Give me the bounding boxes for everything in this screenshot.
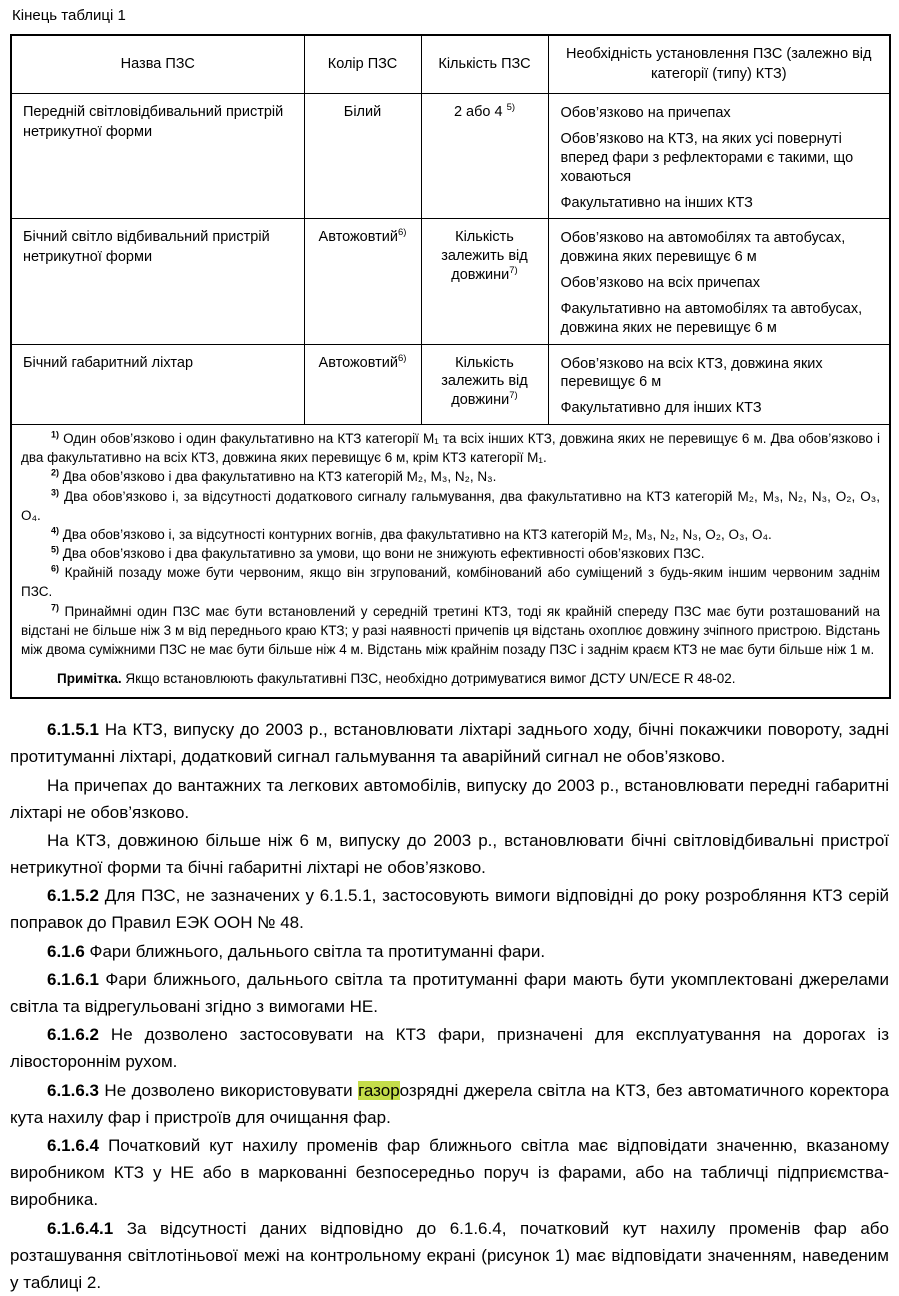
cell-name: Передній світловідбивальний пристрій нетрикутної форми: [11, 94, 304, 219]
footnote-marker: 1): [51, 430, 59, 440]
pzs-requirements-table: [10, 34, 891, 699]
footnote-marker: 2): [51, 468, 59, 478]
footnote: [21, 525, 880, 544]
clause-text: Фари ближнього, дальнього світла та протитуманні фари.: [85, 942, 545, 961]
clause-text: Фари ближнього, дальнього світла та протитуманні фари мають бути укомплектовані джерелами світла та відрегульовані згідно з вимогами НЕ.: [10, 970, 889, 1016]
requirement-item: Факультативно для інших КТЗ: [561, 399, 882, 418]
requirement-item: Факультативно на автомобілях та автобусах, довжина яких не перевищує 6 м: [561, 300, 882, 338]
clause-text: На КТЗ, випуску до 2003 р., встановлювати ліхтарі заднього ходу, бічні покажчики повороту, задні протитуманні ліхтарі, додатковий сигнал гальмування та аварійний сигнал не обов’язково.: [10, 720, 889, 766]
footnote-text: Крайній позаду може бути червоним, якщо він згрупований, комбінований або суміщений з будь-яким іншим червоним заднім ПЗС.: [21, 565, 880, 599]
footnote: [21, 544, 880, 563]
footnote-text: Один обов’язково і один факультативно на КТЗ категорії M₁ та всіх інших КТЗ, довжина яких не перевищує 6 м. Два обов’язково і два факультативно на всіх КТЗ, довжина яких перевищує 6 м, крім КТЗ категорії M₁.: [21, 431, 880, 465]
col-header-necessity: Необхідність установлення ПЗС (залежно від категорії (типу) КТЗ): [548, 35, 890, 94]
footnote: [21, 563, 880, 601]
footnote-marker: 3): [51, 487, 59, 497]
footnote: [21, 487, 880, 525]
requirement-item: Факультативно на інших КТЗ: [561, 194, 882, 213]
footnote: [21, 467, 880, 486]
cell-color: [304, 219, 421, 344]
clause-number: 6.1.5.1: [47, 720, 99, 739]
footnote: [21, 602, 880, 659]
footnote-text: Два обов’язково і, за відсутності контурних вогнів, два факультативно на КТЗ категорій M₂, M₃, N₂, N₃, O₂, O₃, O₄.: [59, 527, 772, 542]
cell-name: Бічний габаритний ліхтар: [11, 344, 304, 425]
footnote-text: Два обов’язково і, за відсутності додаткового сигналу гальмування, два факультативно на КТЗ категорій M₂, M₃, N₂, N₃, O₂, O₃, O₄.: [21, 489, 880, 523]
clause-text: озрядні джерела світла на КТЗ, без автоматичного коректора кута нахилу фар і пристроїв для очищання фар.: [10, 1081, 889, 1127]
quantity-text: 2 або 4: [454, 104, 507, 120]
footnote-ref: 7): [509, 390, 517, 401]
text-highlight: газор: [358, 1081, 400, 1100]
cell-requirements: [548, 219, 890, 344]
cell-color: Білий: [304, 94, 421, 219]
cell-name: Бічний світло відбивальний пристрій нетрикутної форми: [11, 219, 304, 344]
cell-quantity: [421, 344, 548, 425]
footnote-marker: 4): [51, 525, 59, 535]
paragraph-6-1-5-1: [10, 716, 889, 770]
footnote-marker: 5): [51, 545, 59, 555]
requirement-item: Обов’язково на причепах: [561, 104, 882, 123]
col-header-quantity: Кількість ПЗС: [421, 35, 548, 94]
clause-text: На КТЗ, довжиною більше ніж 6 м, випуску до 2003 р., встановлювати бічні світловідбивальні пристрої нетрикутної форми та бічні габаритні ліхтарі не обов’язково.: [10, 831, 889, 877]
cell-quantity: [421, 219, 548, 344]
color-text: Автожовтий: [319, 229, 398, 245]
paragraph-continuation: [10, 772, 889, 826]
quantity-text: Кількість залежить від довжини: [441, 229, 527, 283]
footnote-text: Принаймні один ПЗС має бути встановлений у середній третині КТЗ, тоді як крайній спереду ПЗС має бути розташований на відстані не більше ніж 3 м від переднього краю КТЗ; у разі наявності причепів ця відстань охоплює довжину зчіпного пристрою. Відстань між двома суміжними ПЗС не має бути більше ніж 4 м. Відстань між крайнім позаду ПЗС і заднім краєм КТЗ не має бути більше ніж 1 м.: [21, 604, 880, 657]
footnote-marker: 7): [51, 602, 59, 612]
cell-color: [304, 344, 421, 425]
clause-number: 6.1.6: [47, 942, 85, 961]
cell-requirements: [548, 94, 890, 219]
clause-number: 6.1.6.2: [47, 1025, 99, 1044]
paragraph-continuation: [10, 827, 889, 881]
clause-text: Не дозволено використовувати: [99, 1081, 358, 1100]
footnotes-row: [11, 425, 890, 699]
clause-text: Не дозволено застосовувати на КТЗ фари, призначені для експлуатування на дорогах із лівостороннім рухом.: [10, 1025, 889, 1071]
table-header-row: [11, 35, 890, 94]
table-row: [11, 94, 890, 219]
footnote-ref: 7): [509, 265, 517, 276]
paragraph-6-1-6-4: [10, 1132, 889, 1214]
col-header-name: Назва ПЗС: [11, 35, 304, 94]
requirement-item: Обов’язково на КТЗ, на яких усі повернуті вперед фари з рефлекторами є такими, що ховаються: [561, 130, 882, 187]
footnote-ref: 5): [507, 102, 515, 113]
cell-requirements: [548, 344, 890, 425]
footnote-text: Два обов’язково і два факультативно на КТЗ категорій M₂, M₃, N₂, N₃.: [59, 469, 496, 484]
cell-quantity: [421, 94, 548, 219]
clause-text: На причепах до вантажних та легкових автомобілів, випуску до 2003 р., встановлювати передні габаритні ліхтарі не обов’язково.: [10, 776, 889, 822]
footnote: [21, 429, 880, 467]
clause-text: Для ПЗС, не зазначених у 6.1.5.1, застосовують вимоги відповідні до року розробляння КТЗ серій поправок до Правил ЕЭК ООН № 48.: [10, 886, 889, 932]
footnotes-cell: [11, 425, 890, 699]
table-note: [21, 669, 880, 688]
color-text: Автожовтий: [319, 355, 398, 371]
paragraph-6-1-6-2: [10, 1021, 889, 1075]
requirement-item: Обов’язково на всіх КТЗ, довжина яких перевищує 6 м: [561, 355, 882, 393]
table-row: [11, 219, 890, 344]
clause-number: 6.1.6.4: [47, 1136, 99, 1155]
paragraph-6-1-6-3: [10, 1077, 889, 1131]
document-body: [10, 716, 889, 1296]
clause-text: Початковий кут нахилу променів фар ближнього світла має відповідати значенню, вказаному виробником КТЗ у НЕ або в маркованні безпосередньо поруч із фарами, або на табличці підприємства-виробника.: [10, 1136, 889, 1209]
requirement-item: Обов’язково на всіх причепах: [561, 274, 882, 293]
table-row: [11, 344, 890, 425]
footnote-marker: 6): [51, 564, 59, 574]
table-end-caption: Кінець таблиці 1: [12, 7, 889, 24]
clause-text: За відсутності даних відповідно до 6.1.6.4, початковий кут нахилу променів фар або розташування світлотіньової межі на контрольному екрані (рисунок 1) має відповідати значенням, наведеним у таблиці 2.: [10, 1219, 889, 1292]
col-header-color: Колір ПЗС: [304, 35, 421, 94]
footnote-ref: 6): [398, 228, 406, 239]
paragraph-6-1-6-4-1: [10, 1215, 889, 1296]
paragraph-6-1-5-2: [10, 882, 889, 936]
paragraph-6-1-6-1: [10, 966, 889, 1020]
footnote-ref: 6): [398, 353, 406, 364]
clause-number: 6.1.6.4.1: [47, 1219, 113, 1238]
paragraph-6-1-6: [10, 938, 889, 965]
clause-number: 6.1.6.1: [47, 970, 99, 989]
footnote-text: Два обов’язково і два факультативно за умови, що вони не знижують ефективності обов’язкових ПЗС.: [59, 546, 704, 561]
clause-number: 6.1.6.3: [47, 1081, 99, 1100]
quantity-text: Кількість залежить від довжини: [441, 355, 527, 409]
requirement-item: Обов’язково на автомобілях та автобусах, довжина яких перевищує 6 м: [561, 229, 882, 267]
note-label: Примітка.: [57, 671, 122, 686]
clause-number: 6.1.5.2: [47, 886, 99, 905]
note-text: Якщо встановлюють факультативні ПЗС, необхідно дотримуватися вимог ДСТУ UN/ECE R 48-02.: [122, 671, 736, 686]
